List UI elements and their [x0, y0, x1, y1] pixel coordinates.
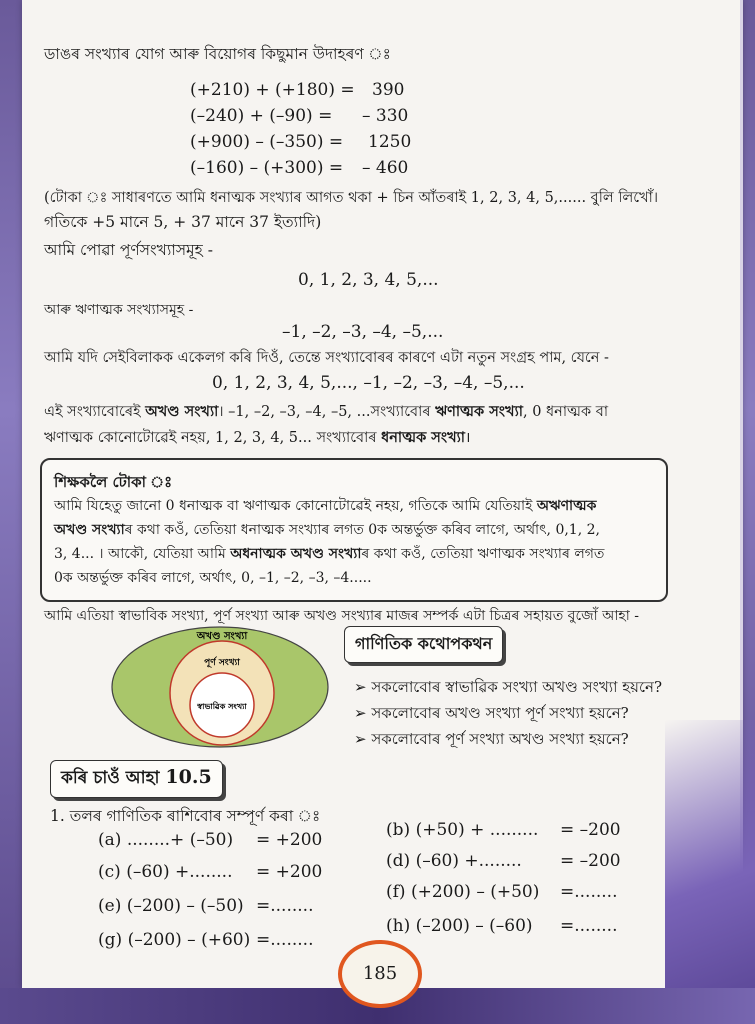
- text: ৰ কথা কওঁ, তেতিয়া ঋণাত্মক সংখ্যাৰ লগত: [361, 546, 605, 562]
- dialogue-item: [354, 702, 629, 727]
- item-answer: = +200: [256, 862, 323, 882]
- combined-sequence: 0, 1, 2, 3, 4, 5,..., –1, –2, –3, –4, –5,...: [212, 373, 525, 393]
- dialogue-title: গাণিতিক কথোপকথন: [344, 626, 503, 663]
- venn-label-whole: পূৰ্ণ সংখ্যা: [204, 658, 240, 668]
- item-label: (h): [386, 916, 411, 936]
- exercise-item: [98, 862, 232, 882]
- exercise-title: [50, 760, 223, 798]
- text: আমি যিহেতু জানো 0 ধনাত্মক বা ঋণাত্মক কোনোটোৱেই নহয়, গতিকে আমি যেতিয়াই: [54, 498, 537, 514]
- item-answer: =........: [560, 882, 618, 902]
- item-label: (a): [98, 830, 122, 850]
- whole-numbers-sequence: 0, 1, 2, 3, 4, 5,...: [298, 270, 439, 290]
- exercise-item: [386, 820, 538, 840]
- dialogue-item: [354, 728, 629, 753]
- exercise-item: [98, 930, 250, 950]
- item-label: (b): [386, 820, 411, 840]
- item-expr: ........+ (–50): [126, 830, 234, 850]
- relation-line: আমি এতিয়া স্বাভাবিক সংখ্যা, পূৰ্ণ সংখ্যা আৰু অখণ্ড সংখ্যাৰ মাজৰ সম্পৰ্ক এটা চিত্ৰৰ সহায়ত বুজোঁ আহা -: [44, 608, 640, 624]
- arrow-icon: ➢: [354, 730, 372, 748]
- background-shade: [665, 720, 755, 990]
- text: ৰ কথা কওঁ, তেতিয়া ধনাত্মক সংখ্যাৰ লগত 0ক অন্তৰ্ভুক্ত কৰিব লাগে, অৰ্থাৎ, 0,1, 2,: [124, 522, 600, 538]
- text: এই সংখ্যাবোৰেই: [44, 404, 146, 420]
- item-expr: (–60) +........: [126, 862, 233, 882]
- bold-term: অধনাত্মক অখণ্ড সংখ্যা: [230, 546, 362, 562]
- item-expr: (+50) + .........: [415, 820, 539, 840]
- teacher-note-line: [54, 544, 604, 564]
- item-answer: =........: [560, 916, 618, 936]
- example-expr: (–240) + (–90) =: [190, 106, 333, 126]
- item-expr: (–200) – (–50): [126, 896, 244, 916]
- item-expr: (–60) +........: [415, 851, 522, 871]
- dialogue-text: সকলোবোৰ পূৰ্ণ সংখ্যা অখণ্ড সংখ্যা হয়নে?: [371, 730, 629, 748]
- example-result: 390: [372, 80, 405, 100]
- negative-numbers-sequence: –1, –2, –3, –4, –5,...: [282, 322, 444, 342]
- example-expr: (+210) + (+180) =: [190, 80, 355, 100]
- text: , 0 ধনাত্মক বা: [522, 404, 609, 420]
- arrow-icon: ➢: [354, 678, 372, 696]
- bold-term: ঋণাত্মক সংখ্যা: [435, 403, 523, 420]
- section-heading: ডাঙৰ সংখ্যাৰ যোগ আৰু বিয়োগৰ কিছুমান উদাহৰণ ঃ: [44, 45, 391, 63]
- item-expr: (–200) – (+60): [127, 930, 251, 950]
- item-answer: =........: [256, 896, 314, 916]
- venn-label-natural: স্বাভাৱিক সংখ্যা: [197, 702, 247, 711]
- dialogue-item: [354, 676, 662, 701]
- teacher-note-line: 0ক অন্তৰ্ভুক্ত কৰিব লাগে, অৰ্থাৎ, 0, –1, –2, –3, –4.....: [54, 570, 372, 586]
- example-result: – 330: [362, 106, 409, 126]
- exercise-item: [386, 916, 533, 936]
- page-number: 185: [338, 940, 422, 1008]
- item-label: (e): [98, 896, 122, 916]
- item-answer: = +200: [256, 830, 323, 850]
- definition-line: [44, 428, 471, 448]
- teacher-note-line: [54, 520, 600, 540]
- text: । –1, –2, –3, –4, –5, ...সংখ্যাবোৰ: [218, 404, 436, 420]
- example-expr: (+900) – (–350) =: [190, 132, 344, 152]
- exercise-question: 1. তলৰ গাণিতিক ৰাশিবোৰ সম্পূৰ্ণ কৰা ঃ: [50, 807, 321, 825]
- item-label: (f): [386, 882, 406, 902]
- item-answer: =........: [256, 930, 314, 950]
- note-line: (টোকা ঃ সাধাৰণতে আমি ধনাত্মক সংখ্যাৰ আগত থকা + চিন আঁতৰাই 1, 2, 3, 4, 5,...... বুলি লিখোঁ।: [44, 190, 659, 206]
- bold-term: অখণ্ড সংখ্যা: [54, 522, 125, 538]
- item-label: (c): [98, 862, 121, 882]
- arrow-icon: ➢: [354, 704, 372, 722]
- example-expr: (–160) – (+300) =: [190, 158, 344, 178]
- whole-numbers-intro: আমি পোৱা পূৰ্ণসংখ্যাসমূহ -: [44, 241, 213, 259]
- exercise-item: [98, 896, 244, 916]
- item-answer: = –200: [560, 851, 621, 871]
- combine-line: আমি যদি সেইবিলাকক একেলগ কৰি দিওঁ, তেন্তে সংখ্যাবোৰৰ কাৰণে এটা নতুন সংগ্ৰহ পাম, যেনে -: [44, 350, 609, 366]
- bold-term: ধনাত্মক সংখ্যা: [381, 429, 466, 446]
- exercise-number: 10.5: [165, 766, 212, 788]
- definition-line: [44, 402, 608, 422]
- example-result: 1250: [368, 132, 412, 152]
- teacher-note-title: শিক্ষকলৈ টোকা ঃ: [54, 473, 173, 491]
- exercise-item: [386, 882, 539, 902]
- text: ঋণাত্মক কোনোটোৱেই নহয়, 1, 2, 3, 4, 5... সংখ্যাবোৰ: [44, 430, 382, 446]
- item-expr: (–200) – (–60): [415, 916, 533, 936]
- text: ।: [465, 430, 471, 446]
- item-expr: (+200) – (+50): [410, 882, 540, 902]
- example-result: – 460: [362, 158, 409, 178]
- dialogue-text: সকলোবোৰ অখণ্ড সংখ্যা পূৰ্ণ সংখ্যা হয়নে?: [371, 704, 629, 722]
- venn-diagram: [110, 625, 330, 750]
- teacher-note-line: [54, 496, 596, 516]
- item-label: (g): [98, 930, 123, 950]
- exercise-title-text: কৰি চাওঁ আহা: [61, 768, 160, 788]
- note-line: গতিকে +5 মানে 5, + 37 মানে 37 ইত্যাদি): [44, 213, 322, 231]
- bold-term: অঋণাত্মক: [536, 498, 597, 514]
- text: 3, 4... । আকৌ, যেতিয়া আমি: [54, 546, 231, 562]
- item-label: (d): [386, 851, 411, 871]
- exercise-item: [98, 830, 233, 850]
- exercise-item: [386, 851, 522, 871]
- item-answer: = –200: [560, 820, 621, 840]
- dialogue-text: সকলোবোৰ স্বাভাৱিক সংখ্যা অখণ্ড সংখ্যা হয়নে?: [371, 678, 663, 696]
- bold-term: অখণ্ড সংখ্যা: [145, 403, 219, 420]
- negative-numbers-intro: আৰু ঋণাত্মক সংখ্যাসমূহ -: [44, 302, 194, 318]
- venn-label-integers: অখণ্ড সংখ্যা: [196, 631, 248, 642]
